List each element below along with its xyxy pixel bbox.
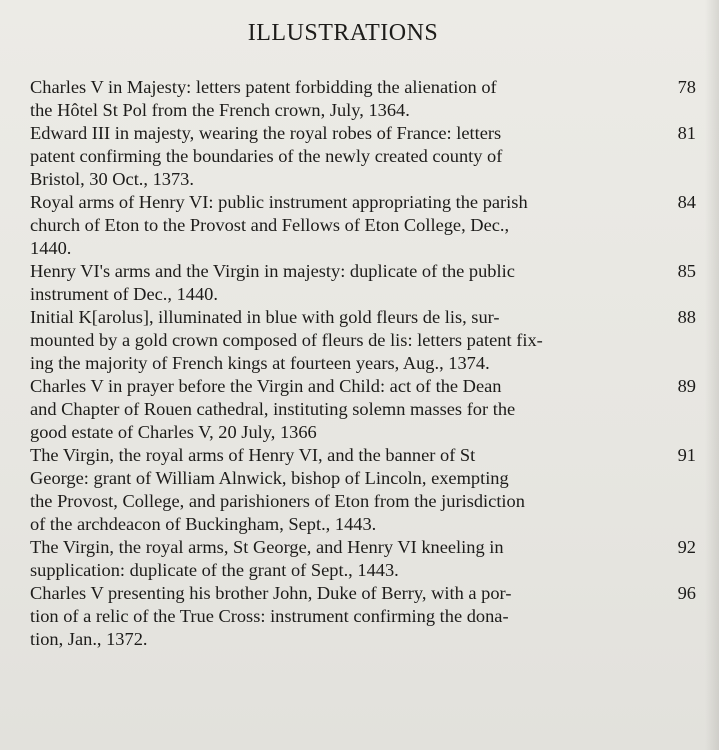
entry-page-number: 81	[677, 123, 696, 143]
entry-description: Charles V presenting his brother John, Duke of Berry, with a por- tion of a relic of the True Cross: instrument confirming the dona- tion, Jan., 1372.	[30, 583, 512, 649]
page-title: ILLUSTRATIONS	[247, 20, 439, 46]
list-item	[30, 536, 700, 582]
entry-description: The Virgin, the royal arms of Henry VI, and the banner of St George: grant of William Alnwick, bishop of Lincoln, exempting the Provost, College, and parishioners of Eton from the jurisdiction of the archdeacon of Buckingham, Sept., 1443.	[30, 445, 525, 534]
list-item	[30, 444, 700, 536]
entry-page-number: 88	[677, 307, 696, 327]
entry-description: Charles V in Majesty: letters patent forbidding the alienation of the Hôtel St Pol from the French crown, July, 1364.	[30, 77, 497, 120]
entry-description: Edward III in majesty, wearing the royal robes of France: letters patent confirming the boundaries of the newly created county of Bristol, 30 Oct., 1373.	[30, 123, 503, 189]
page-edge-shadow	[705, 0, 719, 750]
illustrations-list	[30, 76, 700, 651]
entry-description: Charles V in prayer before the Virgin and Child: act of the Dean and Chapter of Rouen cathedral, instituting solemn masses for the good estate of Charles V, 20 July, 1366	[30, 376, 516, 442]
list-item	[30, 375, 700, 444]
entry-page-number: 85	[677, 261, 696, 281]
entry-description: Initial K[arolus], illuminated in blue with gold fleurs de lis, sur- mounted by a gold crown composed of fleurs de lis: letters patent fix- ing the majority of French kings at fourteen years, Aug., 1374.	[30, 307, 543, 373]
entry-description: The Virgin, the royal arms, St George, and Henry VI kneeling in supplication: duplicate of the grant of Sept., 1443.	[30, 537, 504, 580]
entry-page-number: 92	[677, 537, 696, 557]
entry-description: Henry VI's arms and the Virgin in majesty: duplicate of the public instrument of Dec., 1440.	[30, 261, 515, 304]
list-item	[30, 191, 700, 260]
list-item	[30, 306, 700, 375]
entry-page-number: 89	[677, 376, 696, 396]
entry-description: Royal arms of Henry VI: public instrument appropriating the parish church of Eton to the Provost and Fellows of Eton College, Dec., 1440.	[30, 192, 528, 258]
list-item	[30, 76, 700, 122]
entry-page-number: 84	[677, 192, 696, 212]
entry-page-number: 78	[677, 77, 696, 97]
list-item	[30, 260, 700, 306]
list-item	[30, 122, 700, 191]
entry-page-number: 91	[677, 445, 696, 465]
entry-page-number: 96	[677, 583, 696, 603]
list-item	[30, 582, 700, 651]
